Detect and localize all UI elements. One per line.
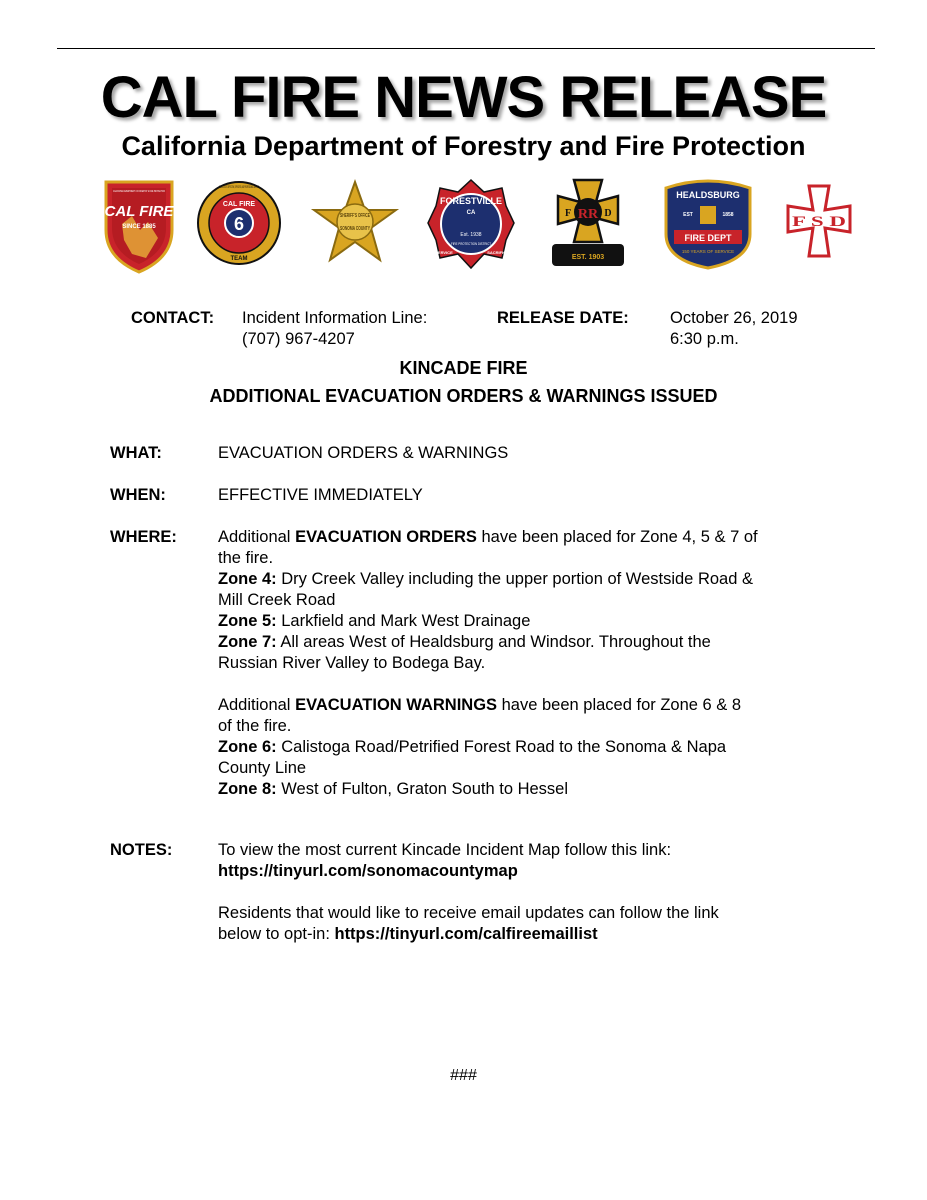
healdsburg-year: 1858	[722, 212, 734, 218]
masthead-title: CAL FIRE NEWS RELEASE	[100, 65, 827, 130]
forestville-service: SERVICE	[435, 250, 453, 255]
end-mark: ###	[450, 1067, 477, 1084]
evacuation-orders-emphasis: EVACUATION ORDERS	[295, 528, 477, 546]
healdsburg-name: HEALDSBURG	[676, 190, 740, 200]
incident-map-link[interactable]: https://tinyurl.com/sonomacountymap	[218, 862, 518, 880]
notes-label: NOTES:	[110, 841, 173, 859]
what-label: WHAT:	[110, 444, 162, 462]
evacuation-orders-paragraph: Additional EVACUATION ORDERS have been placed for Zone 4, 5 & 7 of the fire.	[218, 528, 758, 567]
zone-4: Zone 4: Dry Creek Valley including the upper portion of Westside Road & Mill Creek Road	[218, 570, 753, 609]
when-text: EFFECTIVE IMMEDIATELY	[218, 486, 423, 504]
team6-patch-logo	[196, 180, 282, 266]
sheriff-star-top-text: SHERIFF'S OFFICE	[340, 213, 371, 219]
zone-8: Zone 8: West of Fulton, Graton South to Hessel	[218, 780, 569, 798]
calfire-logo-text: CAL FIRE	[104, 203, 174, 220]
team6-patch-label: CAL FIRE	[222, 201, 256, 208]
headline-subject: ADDITIONAL EVACUATION ORDERS & WARNINGS ISSUED	[209, 386, 718, 406]
map-link-text: To view the most current Kincade Incident Map follow this link:	[218, 841, 672, 859]
team6-ring-text: DEDICATED TO EFFECTIVE, EFFICIENT, AND PROFESSIONAL SERVICE	[219, 185, 259, 189]
zone-5: Zone 5: Larkfield and Mark West Drainage	[218, 612, 531, 630]
forestville-ring-text: FIRE PROTECTION DISTRICT	[451, 242, 492, 246]
agency-logos	[0, 178, 927, 278]
forestville-est: Est. 1938	[460, 232, 482, 238]
release-date-label: RELEASE DATE:	[497, 309, 629, 327]
team6-number: 6	[233, 214, 245, 234]
contact-phone: (707) 967-4207	[242, 330, 355, 348]
release-time: 6:30 p.m.	[670, 330, 739, 348]
sheriff-star-bottom-text: SONOMA COUNTY	[340, 226, 371, 232]
sonoma-sheriff-star-logo	[310, 180, 400, 270]
russian-river-d: D	[604, 208, 612, 219]
healdsburg-fire-logo	[660, 178, 756, 270]
evacuation-warnings-paragraph: Additional EVACUATION WARNINGS have been placed for Zone 6 & 8 of the fire.	[218, 696, 742, 735]
zone-7: Zone 7: All areas West of Healdsburg and Windsor. Throughout the Russian River Valley to Bodega Bay.	[218, 633, 711, 672]
when-label: WHEN:	[110, 486, 166, 504]
what-text: EVACUATION ORDERS & WARNINGS	[218, 444, 509, 462]
sonoma-fsd-letters: F S D	[792, 214, 847, 230]
sonoma-fsd-logo	[784, 184, 854, 264]
calfire-logo	[102, 178, 176, 274]
masthead-subtitle: California Department of Forestry and Fire Protection	[121, 131, 806, 161]
where-content	[218, 527, 828, 800]
russian-river-f: F	[564, 208, 572, 219]
team6-team-text: TEAM	[230, 256, 248, 262]
release-date: October 26, 2019	[670, 309, 798, 327]
calfire-logo-since: SINCE 1885	[122, 224, 156, 230]
forestville-fire-logo	[426, 178, 516, 270]
healdsburg-est: EST	[683, 212, 693, 218]
notes-content: To view the most current Kincade Incident Map follow this link: https://tinyurl.com/sonomacountymap Residents that would like to receive email updates can follow the link below to opt-in: https://tinyurl.com/calfireemaillist	[218, 840, 828, 945]
russian-river-fire-logo	[544, 178, 632, 270]
top-rule	[57, 48, 875, 49]
healdsburg-years: 150 YEARS OF SERVICE	[681, 249, 735, 254]
forestville-sacrifice: SACRIFICE	[487, 250, 509, 255]
where-label: WHERE:	[110, 528, 177, 546]
headline-fire-name: KINCADE FIRE	[399, 358, 528, 378]
contact-label: CONTACT:	[131, 309, 215, 327]
contact-line: Incident Information Line:	[242, 309, 428, 327]
forestville-state: CA	[466, 210, 476, 216]
evacuation-warnings-emphasis: EVACUATION WARNINGS	[295, 696, 498, 714]
russian-river-est: EST. 1903	[571, 254, 605, 261]
russian-river-letters: RR	[577, 207, 599, 222]
calfire-logo-top-text: CALIFORNIA DEPARTMENT OF FORESTRY & FIRE PROTECTION	[113, 189, 165, 193]
forestville-name: FORESTVILLE	[439, 196, 503, 206]
healdsburg-dept: FIRE DEPT	[684, 233, 732, 243]
zone-6: Zone 6: Calistoga Road/Petrified Forest Road to the Sonoma & Napa County Line	[218, 738, 727, 777]
email-list-link[interactable]: https://tinyurl.com/calfireemaillist	[334, 925, 598, 943]
email-updates-text: Residents that would like to receive email updates can follow the link	[218, 904, 719, 922]
